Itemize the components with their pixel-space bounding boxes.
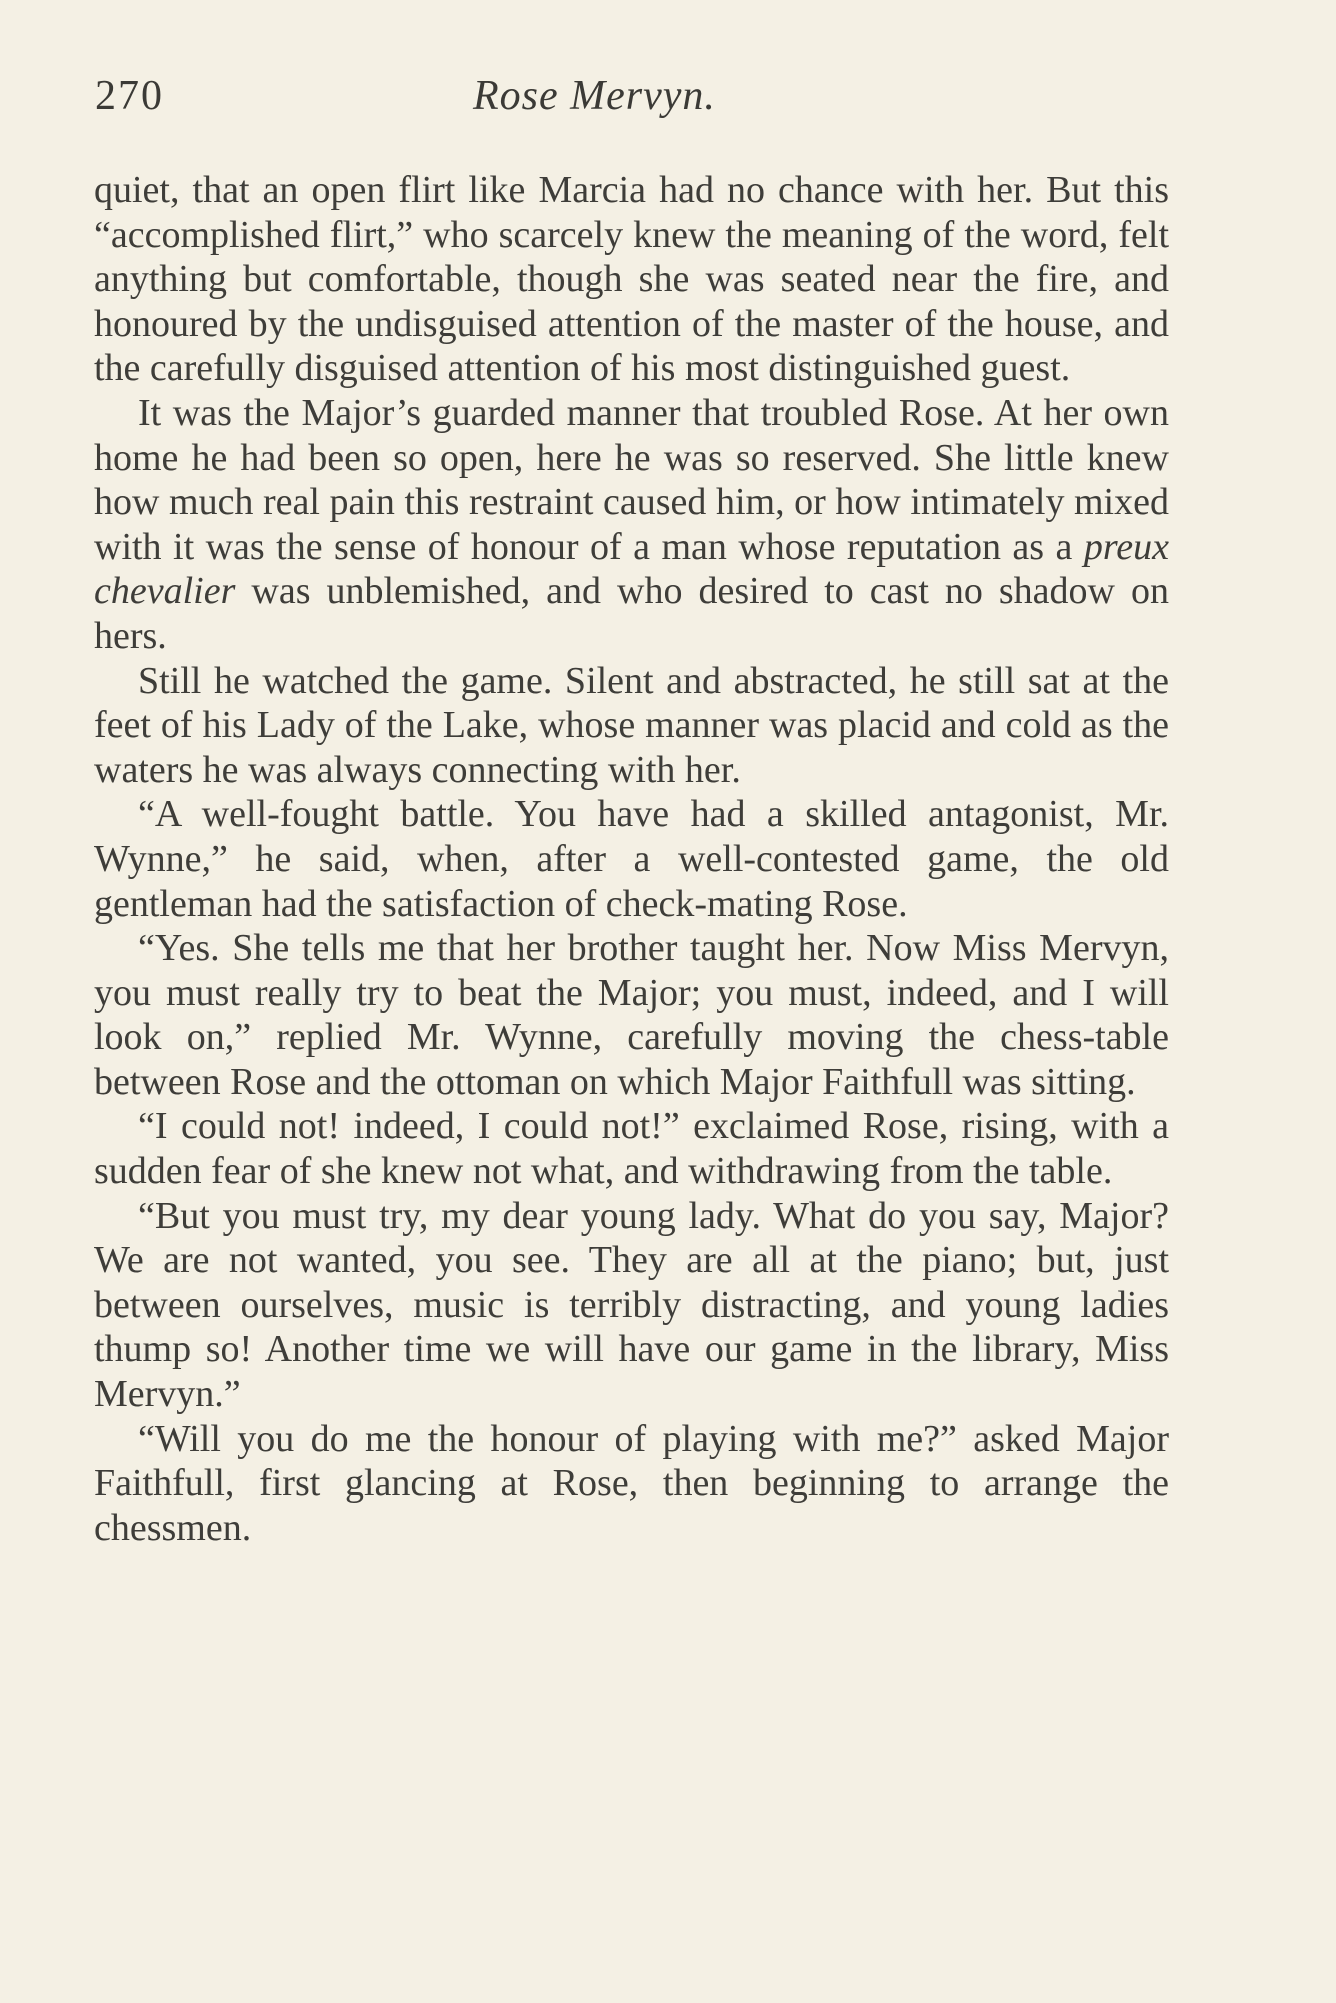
paragraph	[94, 792, 1169, 926]
text-run: Still he watched the game. Silent and abstracted, he still sat at the feet of his Lady of the Lake, whose manner was placid and cold as the waters he was always connecting with her.	[94, 659, 1169, 791]
page-header	[95, 72, 1185, 132]
text-run: “Will you do me the honour of playing with me?” asked Major Faithfull, first glancing at Rose, then beginning to arrange the chessmen.	[94, 1417, 1169, 1549]
paragraph	[94, 168, 1169, 391]
paragraph	[94, 659, 1169, 793]
text-run: “I could not! indeed, I could not!” exclaimed Rose, rising, with a sudden fear of she knew not what, and withdrawing from the table.	[94, 1105, 1169, 1193]
paragraph	[94, 1417, 1169, 1551]
paragraph	[94, 391, 1169, 659]
paragraph	[94, 1104, 1169, 1193]
text-run: quiet, that an open flirt like Marcia had no chance with her. But this “accomplished flirt,” who scarcely knew the meaning of the word, felt anything but comfortable, though she was seated near the fire, and honoured by the undisguised attention of the master of the house, and the carefully disguised attention of his most distinguished guest.	[94, 169, 1169, 390]
italic-phrase: preux chevalier	[94, 525, 1169, 613]
text-run: “A well-fought battle. You have had a skilled antagonist, Mr. Wynne,” he said, when, after a well-contested game, the old gentleman had the satisfaction of check-mating Rose.	[94, 793, 1169, 925]
text-run: It was the Major’s guarded manner that troubled Rose. At her own home he had been so open, here he was so reserved. She little knew how much real pain this restraint caused him, or how intimately mixed with it was the sense of honour of a man whose reputation as a	[94, 391, 1169, 568]
running-title: Rose Mervyn.	[473, 73, 716, 119]
body-text	[94, 168, 1169, 1550]
paragraph	[94, 1194, 1169, 1417]
text-run: was unblemished, and who desired to cast no shadow on hers.	[94, 570, 1169, 657]
paragraph	[94, 926, 1169, 1104]
text-run: “Yes. She tells me that her brother taught her. Now Miss Mervyn, you must really try to beat the Major; you must, indeed, and I will look on,” replied Mr. Wynne, carefully moving the chess-table between Rose and the ottoman on which Major Faithfull was sitting.	[94, 927, 1169, 1103]
page-number: 270	[95, 73, 164, 119]
text-run: “But you must try, my dear young lady. What do you say, Major? We are not wanted, you see. They are all at the piano; but, just between ourselves, music is terribly distracting, and young ladies thump so! Another time we will have our game in the library, Miss Mervyn.”	[94, 1194, 1169, 1416]
